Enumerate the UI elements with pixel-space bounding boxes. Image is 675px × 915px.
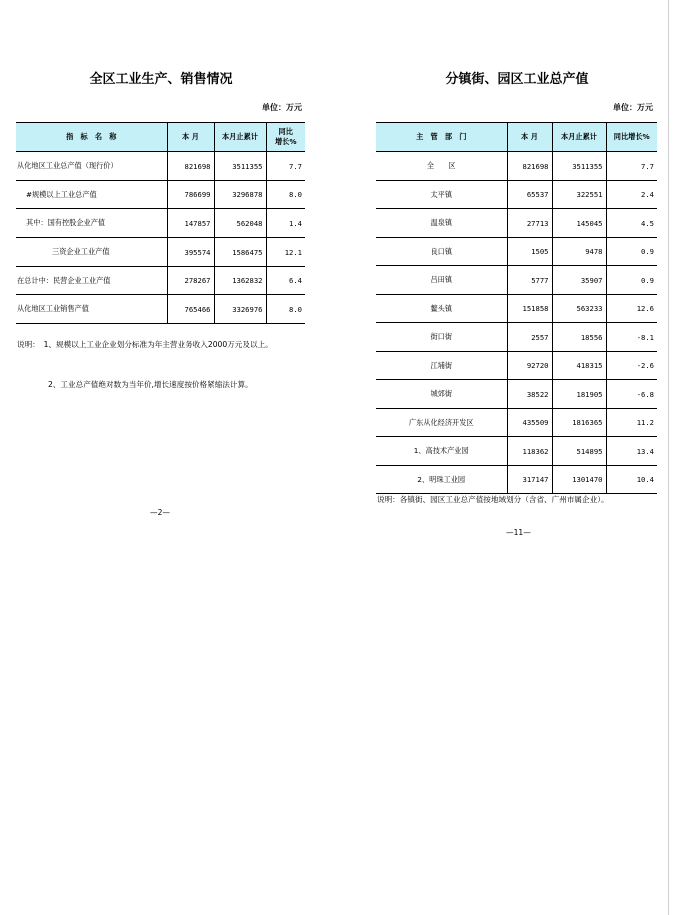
growth-value: 8.0 bbox=[266, 295, 305, 324]
left-page-number: —2— bbox=[150, 508, 171, 517]
column-header-growth: 同比增长% bbox=[606, 123, 657, 152]
month-value: 765466 bbox=[167, 295, 214, 324]
row-label: 在总计中：民营企业工业产值 bbox=[16, 267, 167, 295]
growth-value: 7.7 bbox=[606, 152, 657, 181]
cumulative-value: 562048 bbox=[214, 209, 266, 238]
table-row bbox=[376, 209, 657, 238]
cumulative-value: 35907 bbox=[552, 266, 606, 295]
right-page-number: —11— bbox=[506, 528, 531, 537]
table-row bbox=[16, 181, 305, 209]
cumulative-value: 418315 bbox=[552, 352, 606, 380]
month-value: 821698 bbox=[507, 152, 552, 181]
column-header-month: 本 月 bbox=[507, 123, 552, 152]
table-row bbox=[376, 437, 657, 466]
row-label: 太平镇 bbox=[376, 181, 507, 209]
cumulative-value: 3296878 bbox=[214, 181, 266, 209]
row-label: 江埔街 bbox=[376, 352, 507, 380]
row-label: 街口街 bbox=[376, 323, 507, 352]
left-unit-label: 单位：万元 bbox=[262, 103, 302, 112]
growth-value: 6.4 bbox=[266, 267, 305, 295]
growth-value: 8.0 bbox=[266, 181, 305, 209]
row-label: 其中：国有控股企业产值 bbox=[16, 209, 167, 238]
month-value: 118362 bbox=[507, 437, 552, 466]
cumulative-value: 181905 bbox=[552, 380, 606, 409]
cumulative-value: 9478 bbox=[552, 238, 606, 266]
table-header-row bbox=[16, 123, 305, 152]
month-value: 317147 bbox=[507, 466, 552, 494]
cumulative-value: 1362832 bbox=[214, 267, 266, 295]
growth-header-line2: 增长% bbox=[274, 137, 297, 146]
table-row bbox=[376, 409, 657, 437]
growth-value: 1.4 bbox=[266, 209, 305, 238]
row-label: 1、高技术产业园 bbox=[376, 437, 507, 466]
row-label: 吕田镇 bbox=[376, 266, 507, 295]
cumulative-value: 563233 bbox=[552, 295, 606, 323]
row-label: 三资企业工业产值 bbox=[16, 238, 167, 267]
cumulative-value: 3511355 bbox=[214, 152, 266, 181]
row-label: 2、明珠工业园 bbox=[376, 466, 507, 494]
row-label: 鳌头镇 bbox=[376, 295, 507, 323]
growth-value: 13.4 bbox=[606, 437, 657, 466]
month-value: 1505 bbox=[507, 238, 552, 266]
row-label: 全 区 bbox=[376, 152, 507, 181]
table-row bbox=[16, 152, 305, 181]
cumulative-value: 3511355 bbox=[552, 152, 606, 181]
row-label: 温泉镇 bbox=[376, 209, 507, 238]
growth-value: 2.4 bbox=[606, 181, 657, 209]
cumulative-value: 3326976 bbox=[214, 295, 266, 324]
right-data-table bbox=[376, 122, 657, 494]
row-label: 良口镇 bbox=[376, 238, 507, 266]
table-row bbox=[16, 267, 305, 295]
table-row bbox=[376, 181, 657, 209]
month-value: 786699 bbox=[167, 181, 214, 209]
month-value: 5777 bbox=[507, 266, 552, 295]
growth-value: 7.7 bbox=[266, 152, 305, 181]
left-page-title: 全区工业生产、销售情况 bbox=[89, 72, 233, 87]
growth-value: 4.5 bbox=[606, 209, 657, 238]
month-value: 2557 bbox=[507, 323, 552, 352]
month-value: 38522 bbox=[507, 380, 552, 409]
cumulative-value: 145045 bbox=[552, 209, 606, 238]
growth-value: -2.6 bbox=[606, 352, 657, 380]
table-row bbox=[376, 152, 657, 181]
table-row bbox=[16, 238, 305, 267]
row-label: 从化地区工业总产值（现行价） bbox=[16, 152, 167, 181]
column-header-cumulative: 本月止累计 bbox=[552, 123, 606, 152]
month-value: 151858 bbox=[507, 295, 552, 323]
growth-value: 12.6 bbox=[606, 295, 657, 323]
cumulative-value: 1816365 bbox=[552, 409, 606, 437]
column-header-growth bbox=[266, 123, 305, 152]
right-note: 说明：各镇街、园区工业总产值按地域划分（含省、广州市属企业）。 bbox=[377, 495, 609, 504]
table-row bbox=[376, 352, 657, 380]
month-value: 147857 bbox=[167, 209, 214, 238]
table-row bbox=[376, 466, 657, 494]
row-label: 从化地区工业销售产值 bbox=[16, 295, 167, 324]
month-value: 435509 bbox=[507, 409, 552, 437]
table-row bbox=[376, 323, 657, 352]
month-value: 395574 bbox=[167, 238, 214, 267]
table-row bbox=[16, 209, 305, 238]
cumulative-value: 322551 bbox=[552, 181, 606, 209]
cumulative-value: 18556 bbox=[552, 323, 606, 352]
growth-value: 10.4 bbox=[606, 466, 657, 494]
month-value: 65537 bbox=[507, 181, 552, 209]
right-page-title: 分镇街、园区工业总产值 bbox=[445, 72, 589, 87]
column-header-month: 本 月 bbox=[167, 123, 214, 152]
row-label: 城郊街 bbox=[376, 380, 507, 409]
page-edge bbox=[668, 0, 669, 915]
cumulative-value: 1586475 bbox=[214, 238, 266, 267]
left-note-2: 2、工业总产值绝对数为当年价,增长速度按价格紧缩法计算。 bbox=[48, 380, 253, 389]
cumulative-value: 514895 bbox=[552, 437, 606, 466]
table-row bbox=[16, 295, 305, 324]
month-value: 278267 bbox=[167, 267, 214, 295]
table-row bbox=[376, 380, 657, 409]
left-note-1: 说明： 1、规模以上工业企业划分标准为年主营业务收入2000万元及以上。 bbox=[17, 340, 273, 349]
right-unit-label: 单位：万元 bbox=[613, 103, 653, 112]
column-header-indicator: 指 标 名 称 bbox=[16, 123, 167, 152]
growth-value: 0.9 bbox=[606, 238, 657, 266]
row-label: 广东从化经济开发区 bbox=[376, 409, 507, 437]
month-value: 92720 bbox=[507, 352, 552, 380]
growth-value: 11.2 bbox=[606, 409, 657, 437]
month-value: 821698 bbox=[167, 152, 214, 181]
growth-value: -8.1 bbox=[606, 323, 657, 352]
growth-value: 0.9 bbox=[606, 266, 657, 295]
column-header-cumulative: 本月止累计 bbox=[214, 123, 266, 152]
table-row bbox=[376, 238, 657, 266]
table-header-row bbox=[376, 123, 657, 152]
table-row bbox=[376, 295, 657, 323]
row-label: #规模以上工业总产值 bbox=[16, 181, 167, 209]
growth-value: -6.8 bbox=[606, 380, 657, 409]
growth-value: 12.1 bbox=[266, 238, 305, 267]
cumulative-value: 1301470 bbox=[552, 466, 606, 494]
growth-header-line1: 同比 bbox=[278, 127, 293, 136]
left-data-table bbox=[16, 122, 305, 324]
month-value: 27713 bbox=[507, 209, 552, 238]
table-row bbox=[376, 266, 657, 295]
column-header-department: 主 管 部 门 bbox=[376, 123, 507, 152]
